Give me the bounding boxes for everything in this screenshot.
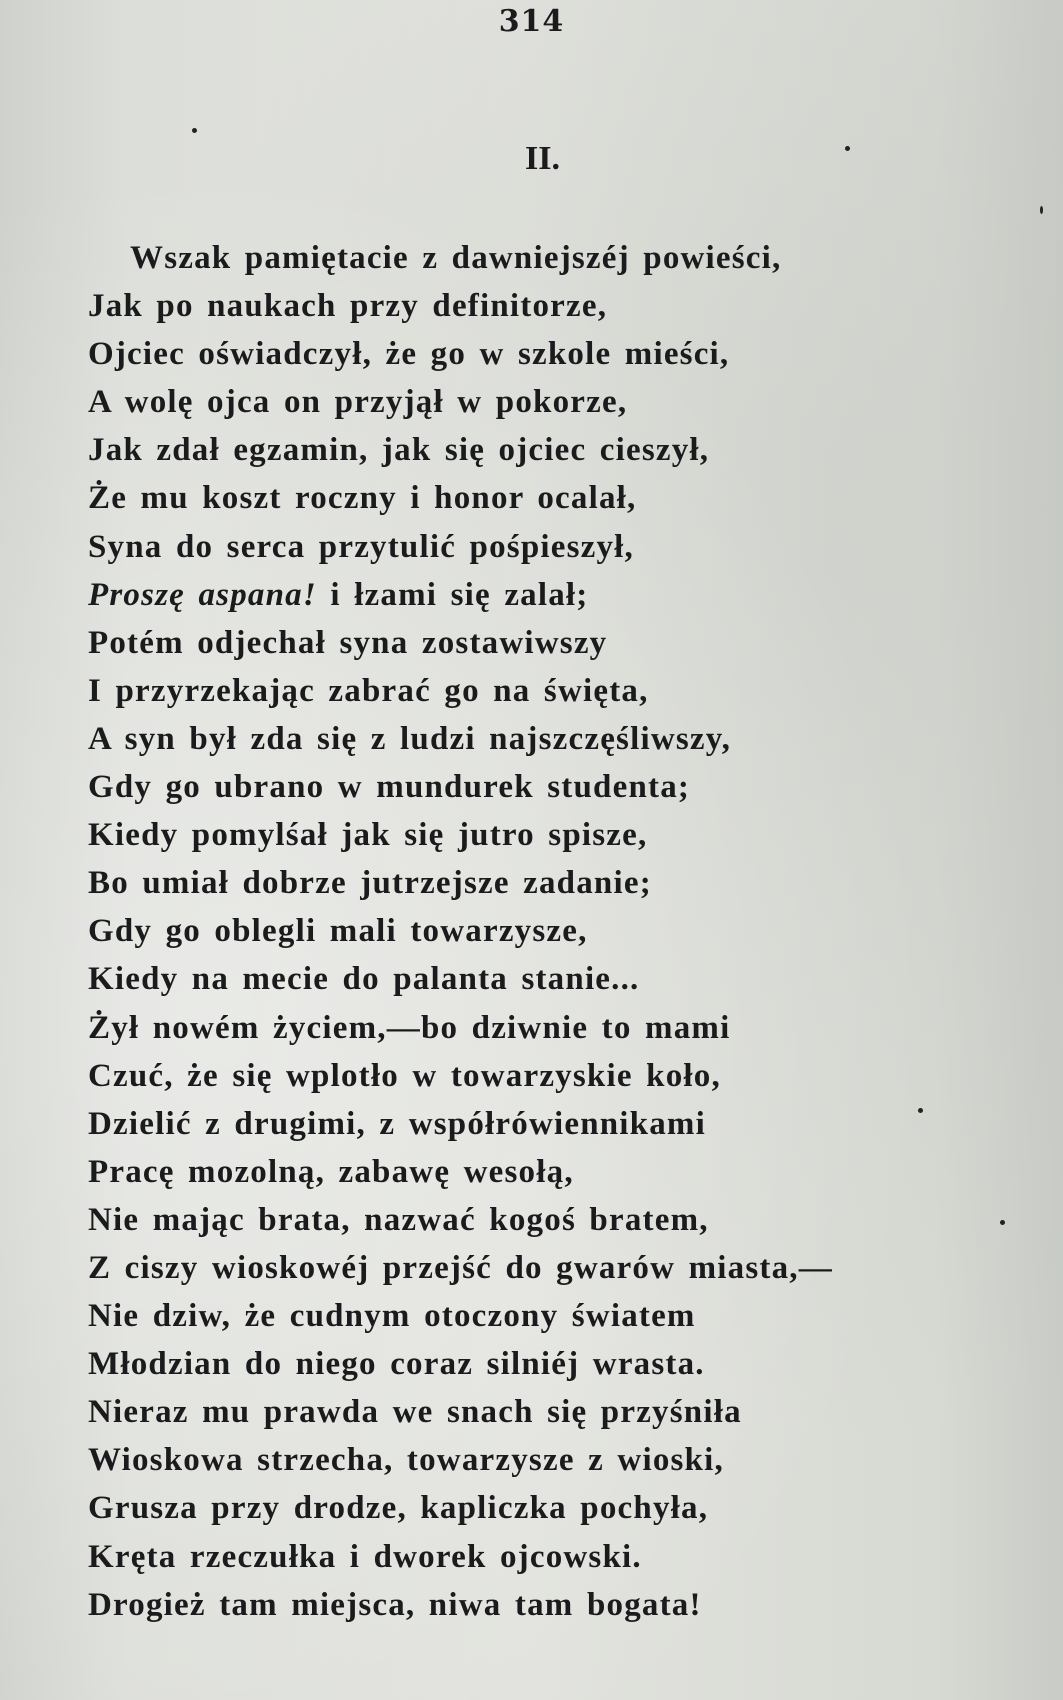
poem-line: Nie dziw, że cudnym otoczony światem xyxy=(88,1298,696,1335)
paper-speck xyxy=(192,128,197,133)
poem-line: Z ciszy wioskowéj przejść do gwarów miasta,— xyxy=(88,1249,833,1286)
poem-line: Bo umiał dobrze jutrzejsze zadanie; xyxy=(88,865,652,902)
poem-line: Syna do serca przytulić pośpieszył, xyxy=(88,528,634,565)
poem-line: Wszak pamiętacie z dawniejszéj powieści, xyxy=(130,240,782,276)
poem-line: Żył nowém życiem,—bo dziwnie to mami xyxy=(88,1009,731,1046)
poem-line: Nieraz mu prawda we snach się przyśniła xyxy=(88,1394,742,1431)
poem-line: Kręta rzeczułka i dworek ojcowski. xyxy=(88,1538,642,1575)
poem-line: Pracę mozolną, zabawę wesołą, xyxy=(88,1153,574,1190)
poem-line: A wolę ojca on przyjął w pokorze, xyxy=(88,384,628,421)
poem-line: Czuć, że się wplotło w towarzyskie koło, xyxy=(88,1057,721,1094)
poem-line: Jak po naukach przy definitorze, xyxy=(88,288,608,325)
page-number: 314 xyxy=(498,4,565,39)
paper-speck xyxy=(845,146,850,151)
poem-line: Jak zdał egzamin, jak się ojciec cieszył, xyxy=(88,432,710,469)
poem-line: Grusza przy drodze, kapliczka pochyła, xyxy=(88,1490,709,1527)
poem-line: Dzielić z drugimi, z współrówiennikami xyxy=(88,1105,706,1142)
poem-line: Drogież tam miejsca, niwa tam bogata! xyxy=(88,1586,702,1623)
poem-line: Potém odjechał syna zostawiwszy xyxy=(88,624,608,661)
paper-speck xyxy=(1040,206,1043,214)
poem-line: Młodzian do niego coraz silniéj wrasta. xyxy=(88,1346,705,1383)
poem-line-rest: i łzami się zalał; xyxy=(316,576,589,613)
poem-line: Kiedy pomylśał jak się jutro spisze, xyxy=(88,817,648,854)
poem-line: Wioskowa strzecha, towarzysze z wioski, xyxy=(88,1442,724,1479)
poem-line: Że mu koszt roczny i honor ocalał, xyxy=(88,480,637,517)
poem-line xyxy=(88,571,1038,619)
paper-speck xyxy=(1000,1220,1005,1225)
poem-line: I przyrzekając zabrać go na święta, xyxy=(88,672,649,709)
section-heading: II. xyxy=(525,140,560,177)
poem-italic-phrase: Proszę aspana! xyxy=(88,576,317,613)
poem-line: A syn był zda się z ludzi najszczęśliwszy, xyxy=(88,720,732,757)
paper-speck xyxy=(918,1108,923,1113)
poem-line: Ojciec oświadczył, że go w szkole mieści, xyxy=(88,336,730,373)
poem-line: Gdy go oblegli mali towarzysze, xyxy=(88,913,588,950)
poem-text xyxy=(88,234,1038,1629)
poem-line: Nie mając brata, nazwać kogoś bratem, xyxy=(88,1201,709,1238)
poem-line: Kiedy na mecie do palanta stanie... xyxy=(88,961,640,998)
poem-line: Gdy go ubrano w mundurek studenta; xyxy=(88,769,691,806)
